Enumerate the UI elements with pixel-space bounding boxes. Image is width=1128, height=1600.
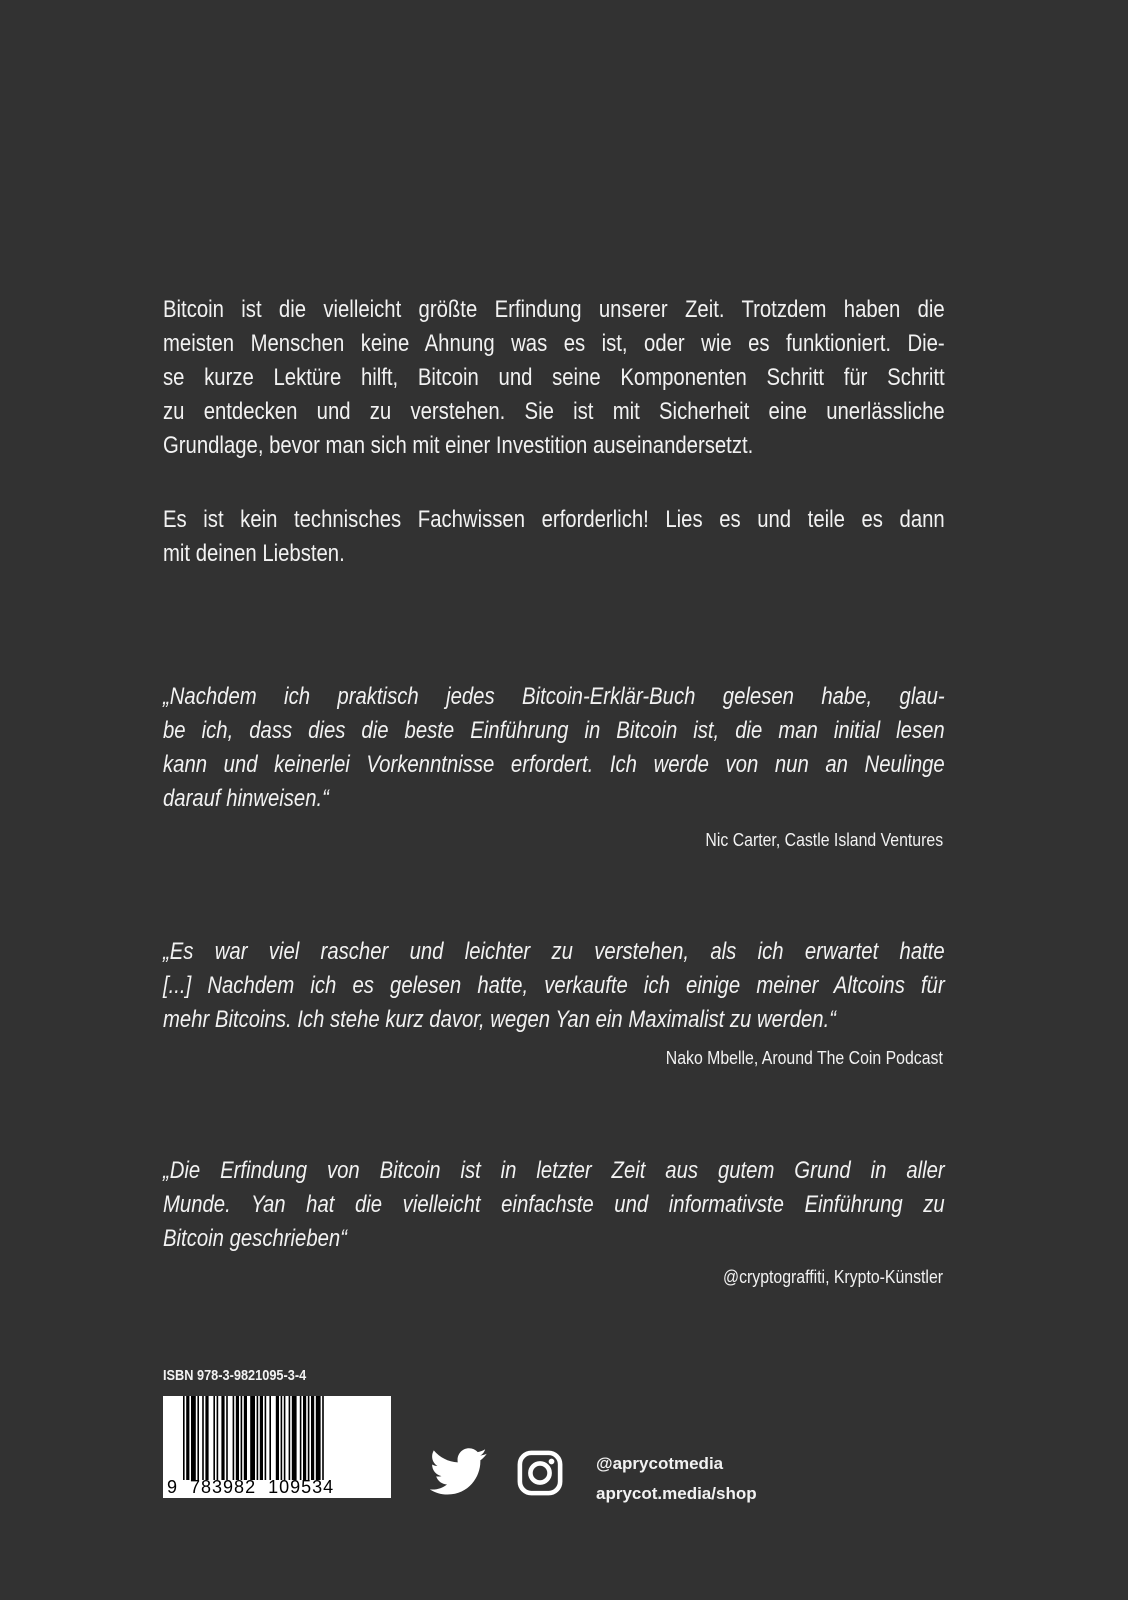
quote-3-attribution: @cryptograffiti, Krypto-Künstler <box>722 1267 943 1287</box>
barcode-bar <box>322 1396 324 1480</box>
text-line: se kurze Lektüre hilft, Bitcoin und seine Komponenten Schritt für Schritt <box>163 364 945 391</box>
barcode-bar <box>265 1396 267 1480</box>
quote-3 <box>163 1154 945 1256</box>
barcode-bar <box>186 1396 189 1480</box>
barcode-bar <box>217 1396 219 1480</box>
quote-1 <box>163 680 945 816</box>
barcode-bar <box>233 1396 235 1480</box>
description-paragraph-1 <box>163 293 945 463</box>
quote-line: „Die Erfindung von Bitcoin ist in letzter Zeit aus gutem Grund in aller <box>163 1157 945 1184</box>
barcode-bar <box>269 1396 271 1480</box>
quote-line: mehr Bitcoins. Ich stehe kurz davor, wegen Yan ein Maximalist zu werden.“ <box>163 1006 836 1033</box>
barcode-bar <box>205 1396 208 1480</box>
barcode-bar <box>311 1396 314 1480</box>
barcode-bar <box>260 1396 263 1480</box>
barcode-bar <box>300 1396 302 1480</box>
quote-line: „Nachdem ich praktisch jedes Bitcoin-Erklär-Buch gelesen habe, glau- <box>163 683 945 710</box>
social-links <box>596 1449 757 1509</box>
quote-line: Munde. Yan hat die vielleicht einfachste und informativste Einführung zu <box>163 1191 945 1218</box>
barcode-bar <box>221 1396 224 1480</box>
quote-line: [...] Nachdem ich es gelesen hatte, verkaufte ich einige meiner Altcoins für <box>163 972 945 999</box>
social-handle[interactable]: @aprycotmedia <box>596 1454 724 1473</box>
instagram-icon[interactable] <box>517 1450 563 1496</box>
barcode-bar <box>303 1396 306 1480</box>
barcode-bar <box>284 1396 286 1480</box>
text-line: mit deinen Liebsten. <box>163 540 345 567</box>
quote-line: Bitcoin geschrieben“ <box>163 1225 347 1252</box>
barcode-bar <box>197 1396 199 1480</box>
barcode-bars <box>183 1396 387 1480</box>
quote-line: „Es war viel rascher und leichter zu verstehen, als ich erwartet hatte <box>163 938 945 965</box>
barcode-bar <box>276 1396 279 1480</box>
barcode-bar <box>191 1396 196 1480</box>
shop-link[interactable]: aprycot.media/shop <box>596 1484 757 1503</box>
text-line: Es ist kein technisches Fachwissen erforderlich! Lies es und teile es dann <box>163 506 945 533</box>
isbn-label: ISBN 978-3-9821095-3-4 <box>163 1367 307 1384</box>
text-line: zu entdecken und zu verstehen. Sie ist mit Sicherheit eine unerlässliche <box>163 398 945 425</box>
barcode-bar <box>316 1396 321 1480</box>
quote-2 <box>163 935 945 1037</box>
quote-1-attribution: Nic Carter, Castle Island Ventures <box>705 830 943 850</box>
text-line: Grundlage, bevor man sich mit einer Investition auseinandersetzt. <box>163 432 754 459</box>
barcode-bar <box>281 1396 283 1480</box>
barcode-bar <box>292 1396 297 1480</box>
barcode-bar <box>236 1396 239 1480</box>
barcode-bar <box>183 1396 185 1480</box>
barcode-digits: 9 783982 109534 <box>167 1477 335 1497</box>
quote-line: kann und keinerlei Vorkenntnisse erfordert. Ich werde von nun an Neulinge <box>163 751 945 778</box>
barcode <box>163 1396 391 1498</box>
barcode-bar <box>257 1396 259 1480</box>
barcode-bar <box>202 1396 204 1480</box>
barcode-bar <box>241 1396 243 1480</box>
quote-line: be ich, dass dies die beste Einführung in Bitcoin ist, die man initial lesen <box>163 717 945 744</box>
barcode-bar <box>250 1396 255 1480</box>
barcode-bar <box>213 1396 215 1480</box>
quote-2-attribution: Nako Mbelle, Around The Coin Podcast <box>665 1048 943 1068</box>
barcode-bar <box>308 1396 310 1480</box>
description-paragraph-2 <box>163 503 945 571</box>
quote-line: darauf hinweisen.“ <box>163 785 329 812</box>
barcode-bar <box>244 1396 247 1480</box>
text-line: Bitcoin ist die vielleicht größte Erfindung unserer Zeit. Trotzdem haben die <box>163 296 945 323</box>
barcode-bar <box>226 1396 228 1480</box>
text-line: meisten Menschen keine Ahnung was es ist, oder wie es funktioniert. Die- <box>163 330 945 357</box>
twitter-icon[interactable] <box>430 1448 488 1496</box>
barcode-bar <box>289 1396 291 1480</box>
